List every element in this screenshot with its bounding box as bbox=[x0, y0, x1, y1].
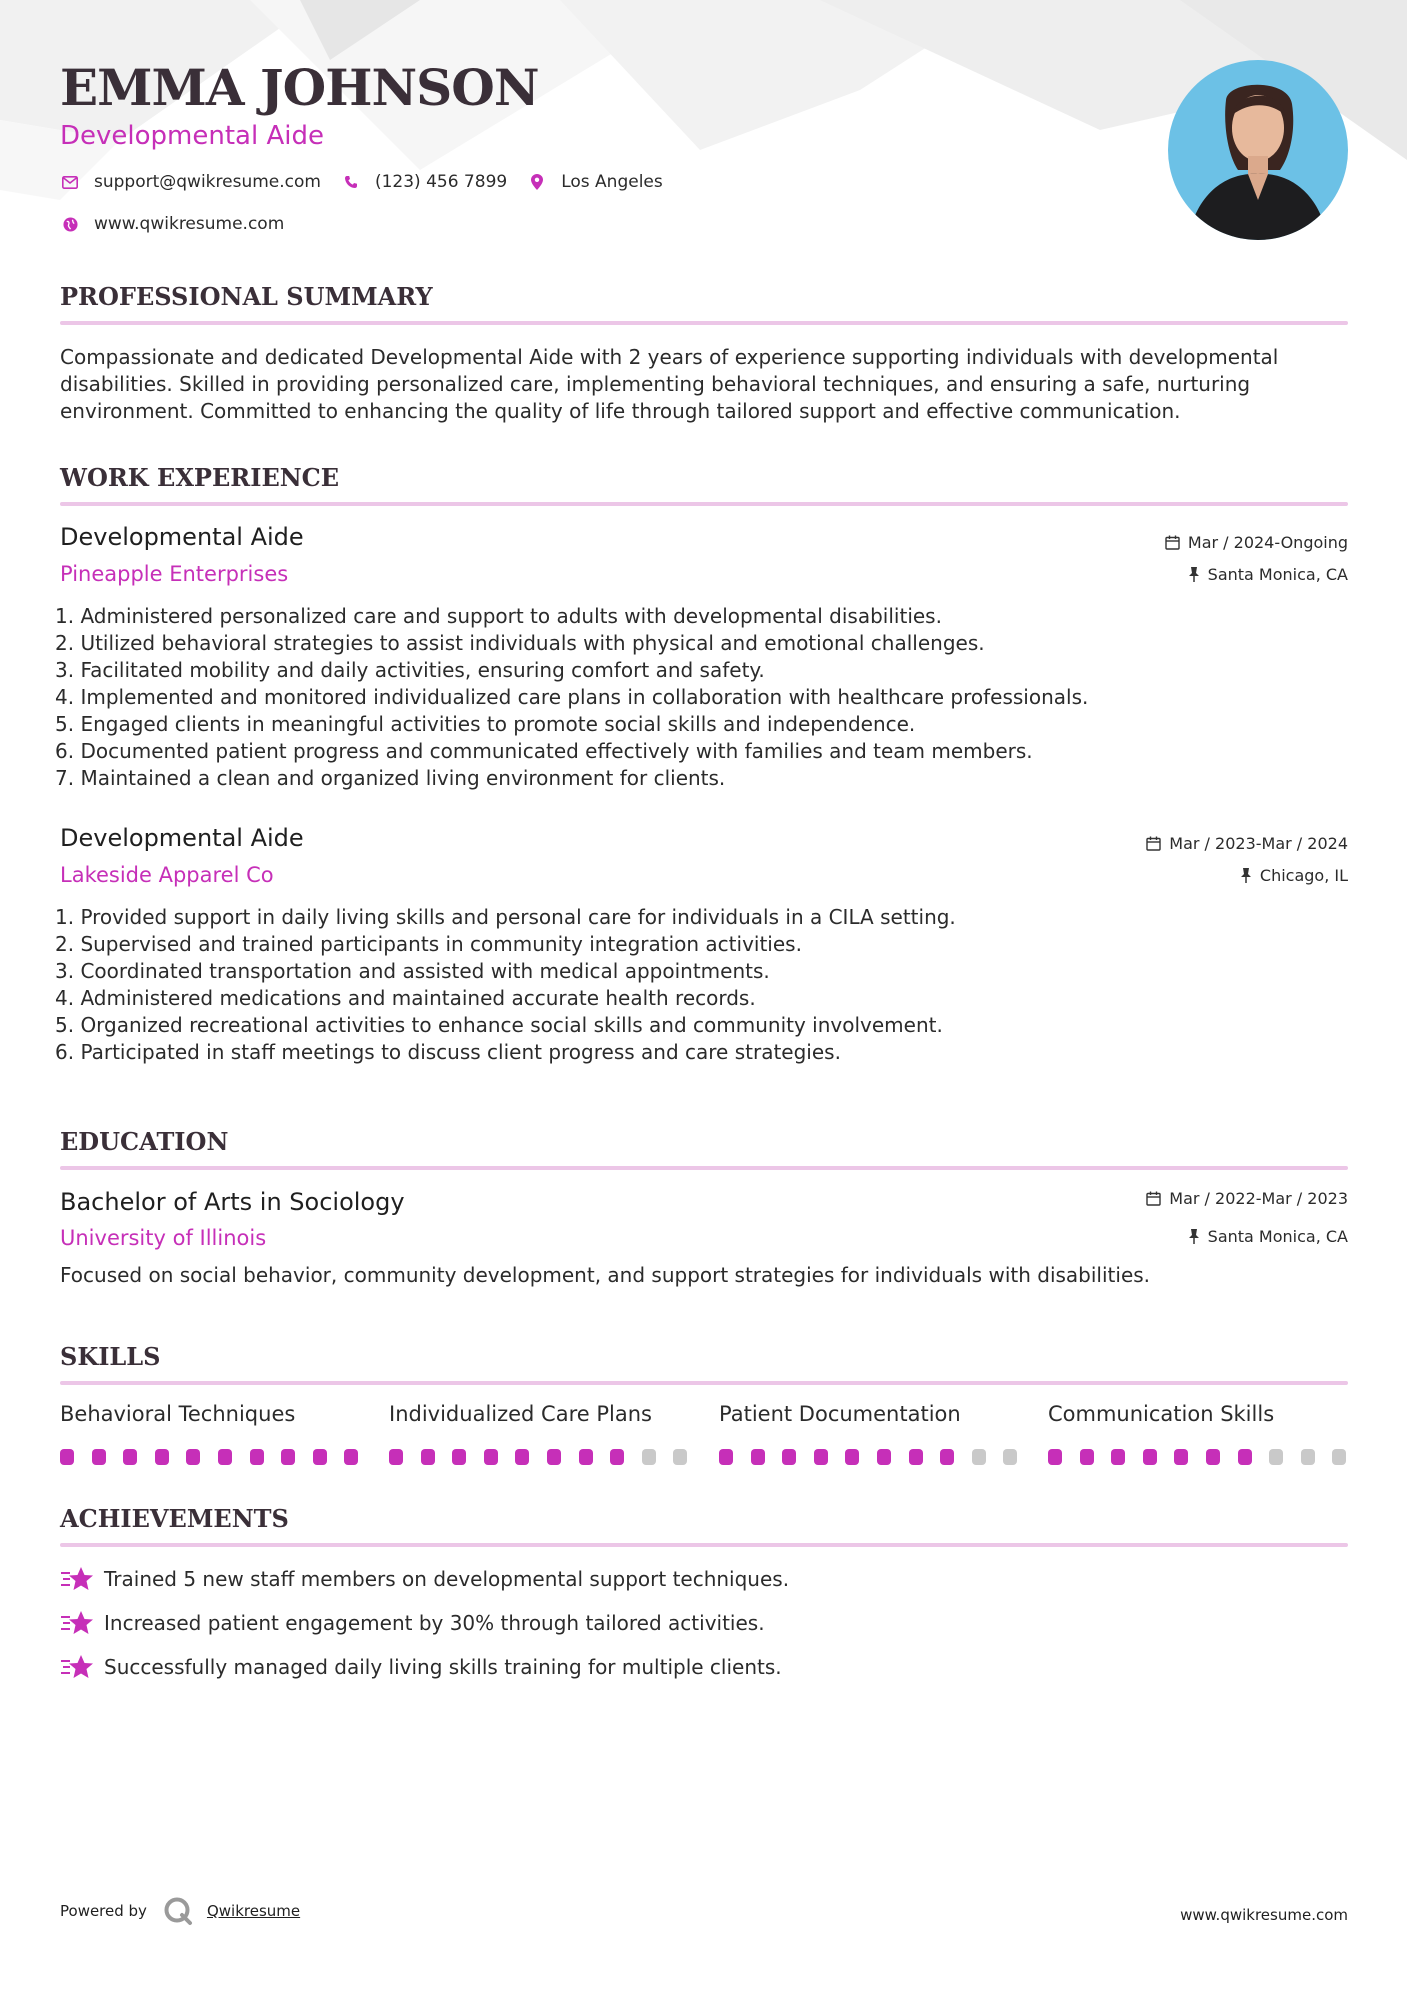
map-pin-icon bbox=[527, 172, 547, 192]
skill-dot-filled bbox=[1143, 1449, 1157, 1465]
calendar-icon bbox=[1146, 1191, 1161, 1206]
skill-item bbox=[719, 1402, 1019, 1426]
phone-icon bbox=[341, 172, 361, 192]
education-degree: Bachelor of Arts in Sociology bbox=[60, 1188, 405, 1216]
skill-dot-filled bbox=[281, 1449, 295, 1465]
skill-dot-filled bbox=[845, 1449, 859, 1465]
job-title: Developmental Aide bbox=[60, 824, 304, 852]
skill-dot-filled bbox=[515, 1449, 529, 1465]
achievement-item bbox=[60, 1653, 782, 1681]
skill-dot-filled bbox=[123, 1449, 137, 1465]
job-company: Pineapple Enterprises bbox=[60, 562, 289, 586]
achievement-text: Increased patient engagement by 30% through tailored activities. bbox=[104, 1611, 765, 1635]
candidate-role: Developmental Aide bbox=[60, 121, 324, 151]
skill-dot-filled bbox=[1048, 1449, 1062, 1465]
summary-divider bbox=[60, 321, 1348, 325]
profile-photo bbox=[1168, 60, 1348, 240]
shooting-star-icon bbox=[60, 1653, 94, 1681]
skill-rating bbox=[1048, 1449, 1348, 1465]
summary-line: Compassionate and dedicated Developmental Aide with 2 years of experience supporting individuals with developmental bbox=[60, 345, 1279, 369]
skill-dot-filled bbox=[389, 1449, 403, 1465]
job-location-text: Chicago, IL bbox=[1259, 866, 1348, 885]
job-bullet: 2. Utilized behavioral strategies to assist individuals with physical and emotional challenges. bbox=[55, 631, 985, 655]
calendar-icon bbox=[1146, 836, 1161, 851]
job-bullet: 6. Participated in staff meetings to discuss client progress and care strategies. bbox=[55, 1040, 841, 1064]
education-dates bbox=[1146, 1189, 1348, 1208]
job-bullet: 5. Engaged clients in meaningful activities to promote social skills and independence. bbox=[55, 712, 916, 736]
footer-powered-by bbox=[60, 1896, 300, 1926]
job-bullet: 6. Documented patient progress and communicated effectively with families and team members. bbox=[55, 739, 1033, 763]
contact-location-text: Los Angeles bbox=[561, 172, 663, 192]
education-heading: EDUCATION bbox=[60, 1127, 229, 1156]
skill-dot-empty bbox=[1003, 1449, 1017, 1465]
powered-by-label: Powered by bbox=[60, 1902, 147, 1920]
qwikresume-logo-icon bbox=[163, 1896, 193, 1926]
job-title: Developmental Aide bbox=[60, 523, 304, 551]
skill-dot-filled bbox=[1080, 1449, 1094, 1465]
skill-rating bbox=[389, 1449, 689, 1465]
summary-text bbox=[60, 344, 1348, 425]
envelope-icon bbox=[60, 172, 80, 192]
skill-dot-filled bbox=[610, 1449, 624, 1465]
summary-line: environment. Committed to enhancing the quality of life through tailored support and effective communication. bbox=[60, 399, 1181, 423]
skill-dot-filled bbox=[1174, 1449, 1188, 1465]
skill-dot-filled bbox=[1238, 1449, 1252, 1465]
contact-location bbox=[527, 172, 663, 192]
contact-row-2 bbox=[60, 214, 304, 234]
job-dates-text: Mar / 2024-Ongoing bbox=[1187, 533, 1348, 552]
skill-dot-filled bbox=[719, 1449, 733, 1465]
job-bullets bbox=[55, 904, 1343, 1066]
contact-website-text: www.qwikresume.com bbox=[94, 214, 285, 234]
contact-row bbox=[60, 172, 683, 192]
experience-heading: WORK EXPERIENCE bbox=[60, 463, 340, 492]
pushpin-icon bbox=[1188, 1229, 1200, 1244]
skills-heading: SKILLS bbox=[60, 1342, 161, 1371]
skills-divider bbox=[60, 1381, 1348, 1385]
skill-dot-filled bbox=[1206, 1449, 1220, 1465]
job-bullet: 3. Facilitated mobility and daily activities, ensuring comfort and safety. bbox=[55, 658, 765, 682]
skill-dot-empty bbox=[642, 1449, 656, 1465]
job-bullet: 5. Organized recreational activities to enhance social skills and community involvement. bbox=[55, 1013, 943, 1037]
experience-divider bbox=[60, 502, 1348, 506]
contact-website[interactable] bbox=[60, 214, 284, 234]
skill-dot-filled bbox=[60, 1449, 74, 1465]
skill-name: Communication Skills bbox=[1048, 1402, 1275, 1426]
job-bullet: 2. Supervised and trained participants in community integration activities. bbox=[55, 932, 802, 956]
job-bullets bbox=[55, 603, 1343, 792]
skill-dot-filled bbox=[751, 1449, 765, 1465]
skill-dot-filled bbox=[186, 1449, 200, 1465]
contact-phone[interactable] bbox=[341, 172, 507, 192]
skill-name: Patient Documentation bbox=[719, 1402, 961, 1426]
skill-dot-filled bbox=[484, 1449, 498, 1465]
achievement-text: Trained 5 new staff members on developmental support techniques. bbox=[104, 1567, 790, 1591]
skill-name: Behavioral Techniques bbox=[60, 1402, 296, 1426]
skill-dot-filled bbox=[155, 1449, 169, 1465]
skill-dot-filled bbox=[1111, 1449, 1125, 1465]
calendar-icon bbox=[1165, 535, 1180, 550]
skill-dot-empty bbox=[1301, 1449, 1315, 1465]
pushpin-icon bbox=[1240, 868, 1252, 883]
job-bullet: 3. Coordinated transportation and assisted with medical appointments. bbox=[55, 959, 770, 983]
skill-dot-filled bbox=[344, 1449, 358, 1465]
job-location bbox=[1188, 565, 1348, 584]
skill-dot-empty bbox=[972, 1449, 986, 1465]
education-dates-text: Mar / 2022-Mar / 2023 bbox=[1169, 1189, 1348, 1208]
skill-item bbox=[389, 1402, 689, 1426]
contact-email-text: support@qwikresume.com bbox=[94, 172, 321, 192]
skill-dot-filled bbox=[547, 1449, 561, 1465]
job-bullet: 4. Implemented and monitored individualized care plans in collaboration with healthcare professionals. bbox=[55, 685, 1089, 709]
job-bullet: 1. Administered personalized care and support to adults with developmental disabilities. bbox=[55, 604, 942, 628]
shooting-star-icon bbox=[60, 1609, 94, 1637]
skill-item bbox=[60, 1402, 360, 1426]
achievement-item bbox=[60, 1609, 765, 1637]
globe-icon bbox=[60, 214, 80, 234]
contact-phone-text: (123) 456 7899 bbox=[374, 172, 508, 192]
skill-name: Individualized Care Plans bbox=[389, 1402, 652, 1426]
skill-dot-filled bbox=[218, 1449, 232, 1465]
job-dates-text: Mar / 2023-Mar / 2024 bbox=[1169, 834, 1348, 853]
education-divider bbox=[60, 1166, 1348, 1170]
pushpin-icon bbox=[1188, 567, 1200, 582]
job-location bbox=[1240, 866, 1348, 885]
education-school: University of Illinois bbox=[60, 1226, 267, 1250]
job-bullet: 1. Provided support in daily living skills and personal care for individuals in a CILA setting. bbox=[55, 905, 956, 929]
skill-item bbox=[1048, 1402, 1348, 1426]
skill-dot-filled bbox=[452, 1449, 466, 1465]
skill-dot-empty bbox=[1332, 1449, 1346, 1465]
job-bullet: 4. Administered medications and maintained accurate health records. bbox=[55, 986, 756, 1010]
education-location bbox=[1188, 1227, 1348, 1246]
skill-rating bbox=[60, 1449, 360, 1465]
education-description: Focused on social behavior, community development, and support strategies for individuals with disabilities. bbox=[60, 1263, 1151, 1287]
skill-dot-filled bbox=[940, 1449, 954, 1465]
candidate-name: EMMA JOHNSON bbox=[60, 58, 539, 117]
qwikresume-link[interactable]: Qwikresume bbox=[206, 1902, 301, 1920]
education-location-text: Santa Monica, CA bbox=[1207, 1227, 1348, 1246]
achievements-divider bbox=[60, 1543, 1348, 1547]
skill-dot-empty bbox=[673, 1449, 687, 1465]
skill-rating bbox=[719, 1449, 1019, 1465]
skill-dot-empty bbox=[1269, 1449, 1283, 1465]
skill-dot-filled bbox=[92, 1449, 106, 1465]
skill-dot-filled bbox=[313, 1449, 327, 1465]
skill-dot-filled bbox=[814, 1449, 828, 1465]
skill-dot-filled bbox=[250, 1449, 264, 1465]
achievement-text: Successfully managed daily living skills training for multiple clients. bbox=[104, 1655, 782, 1679]
job-location-text: Santa Monica, CA bbox=[1207, 565, 1348, 584]
achievements-heading: ACHIEVEMENTS bbox=[60, 1504, 289, 1533]
job-dates bbox=[1165, 533, 1348, 552]
skill-dot-filled bbox=[909, 1449, 923, 1465]
summary-line: disabilities. Skilled in providing personalized care, implementing behavioral techniques, and ensuring a safe, nurturing bbox=[60, 372, 1251, 396]
job-bullet: 7. Maintained a clean and organized living environment for clients. bbox=[55, 766, 726, 790]
skill-dot-filled bbox=[421, 1449, 435, 1465]
skill-dot-filled bbox=[877, 1449, 891, 1465]
skill-dot-filled bbox=[579, 1449, 593, 1465]
shooting-star-icon bbox=[60, 1565, 94, 1593]
job-dates bbox=[1146, 834, 1348, 853]
contact-email[interactable] bbox=[60, 172, 321, 192]
job-company: Lakeside Apparel Co bbox=[60, 863, 274, 887]
skill-dot-filled bbox=[782, 1449, 796, 1465]
footer-website[interactable]: www.qwikresume.com bbox=[1180, 1906, 1348, 1924]
summary-heading: PROFESSIONAL SUMMARY bbox=[60, 282, 433, 311]
achievement-item bbox=[60, 1565, 789, 1593]
